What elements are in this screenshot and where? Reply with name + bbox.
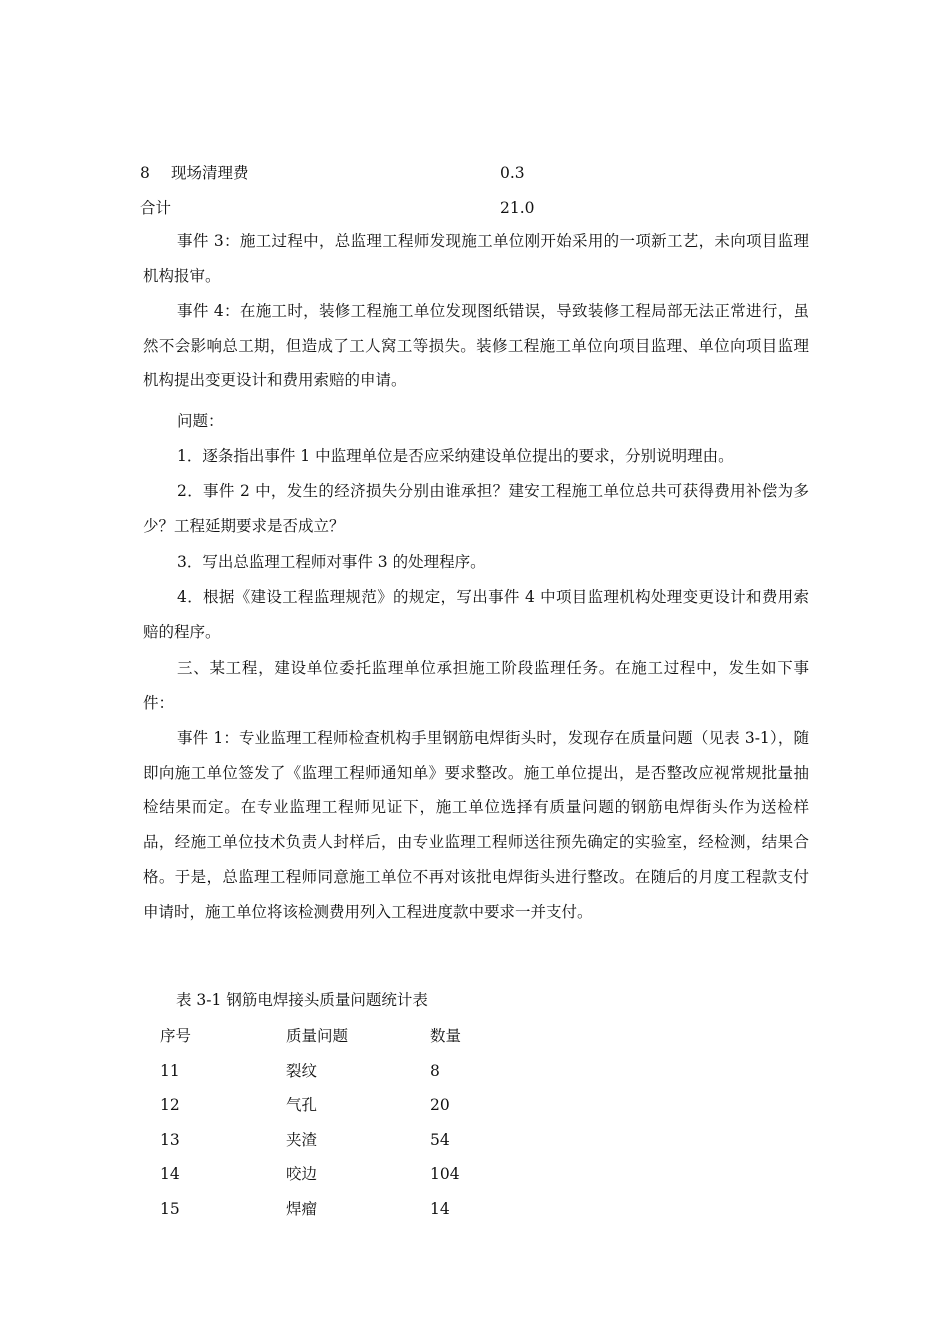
paragraph-event3: 事件 3：施工过程中，总监理工程师发现施工单位刚开始采用的一项新工艺，未向项目监理机构报审。 bbox=[143, 232, 809, 285]
table-cell-issue: 咬边 bbox=[286, 1165, 318, 1183]
table-cell-count: 104 bbox=[430, 1165, 460, 1183]
table-cell-number: 12 bbox=[160, 1096, 180, 1114]
table-cell-count: 54 bbox=[430, 1131, 450, 1149]
row-item: 现场清理费 bbox=[171, 164, 249, 182]
section-3-intro: 三、某工程，建设单位委托监理单位承担施工阶段监理任务。在施工过程中，发生如下事件： bbox=[143, 659, 809, 712]
question-1: 1．逐条指出事件 1 中监理单位是否应采纳建设单位提出的要求，分别说明理由。 bbox=[177, 447, 734, 465]
table-cell-issue: 焊瘤 bbox=[286, 1200, 318, 1218]
table-header-issue: 质量问题 bbox=[286, 1027, 349, 1045]
table-cell-issue: 气孔 bbox=[286, 1096, 318, 1114]
table-cell-count: 20 bbox=[430, 1096, 450, 1114]
total-label: 合计 bbox=[140, 199, 172, 217]
total-amount: 21.0 bbox=[500, 199, 535, 217]
table-cell-number: 11 bbox=[160, 1062, 180, 1080]
table-header-number: 序号 bbox=[160, 1027, 192, 1045]
table-cell-count: 8 bbox=[430, 1062, 440, 1080]
paragraph-event1: 事件 1：专业监理工程师检查机构手里钢筋电焊街头时，发现存在质量问题（见表 3-1），随即向施工单位签发了《监理工程师通知单》要求整改。施工单位提出，是否整改应视常规批量抽检结果而定。在专业监理工程师见证下，施工单位选择有质量问题的钢筋电焊街头作为送检样品，经施工单位技术负责人封样后，由专业监理工程师送往预先确定的实验室，经检测，结果合格。于是，总监理工程师同意施工单位不再对该批电焊街头进行整改。在随后的月度工程款支付申请时，施工单位将该检测费用列入工程进度款中要求一并支付。 bbox=[143, 729, 809, 921]
questions-title: 问题： bbox=[177, 412, 224, 430]
table-cell-issue: 夹渣 bbox=[286, 1131, 318, 1149]
question-3: 3．写出总监理工程师对事件 3 的处理程序。 bbox=[177, 553, 486, 571]
table-cell-issue: 裂纹 bbox=[286, 1062, 318, 1080]
table-cell-count: 14 bbox=[430, 1200, 450, 1218]
row-amount: 0.3 bbox=[500, 164, 525, 182]
table-cell-number: 14 bbox=[160, 1165, 180, 1183]
table-header-count: 数量 bbox=[430, 1027, 462, 1045]
table-caption: 表 3-1 钢筋电焊接头质量问题统计表 bbox=[176, 991, 428, 1009]
question-4: 4．根据《建设工程监理规范》的规定，写出事件 4 中项目监理机构处理变更设计和费用索赔的程序。 bbox=[143, 588, 809, 641]
table-cell-number: 13 bbox=[160, 1131, 180, 1149]
table-cell-number: 15 bbox=[160, 1200, 180, 1218]
row-number: 8 bbox=[140, 164, 150, 182]
paragraph-event4: 事件 4：在施工时，装修工程施工单位发现图纸错误，导致装修工程局部无法正常进行，虽然不会影响总工期，但造成了工人窝工等损失。装修工程施工单位向项目监理、单位向项目监理机构提出变更设计和费用索赔的申请。 bbox=[143, 302, 809, 390]
question-2: 2．事件 2 中，发生的经济损失分别由谁承担？建安工程施工单位总共可获得费用补偿为多少？工程延期要求是否成立？ bbox=[143, 482, 809, 535]
